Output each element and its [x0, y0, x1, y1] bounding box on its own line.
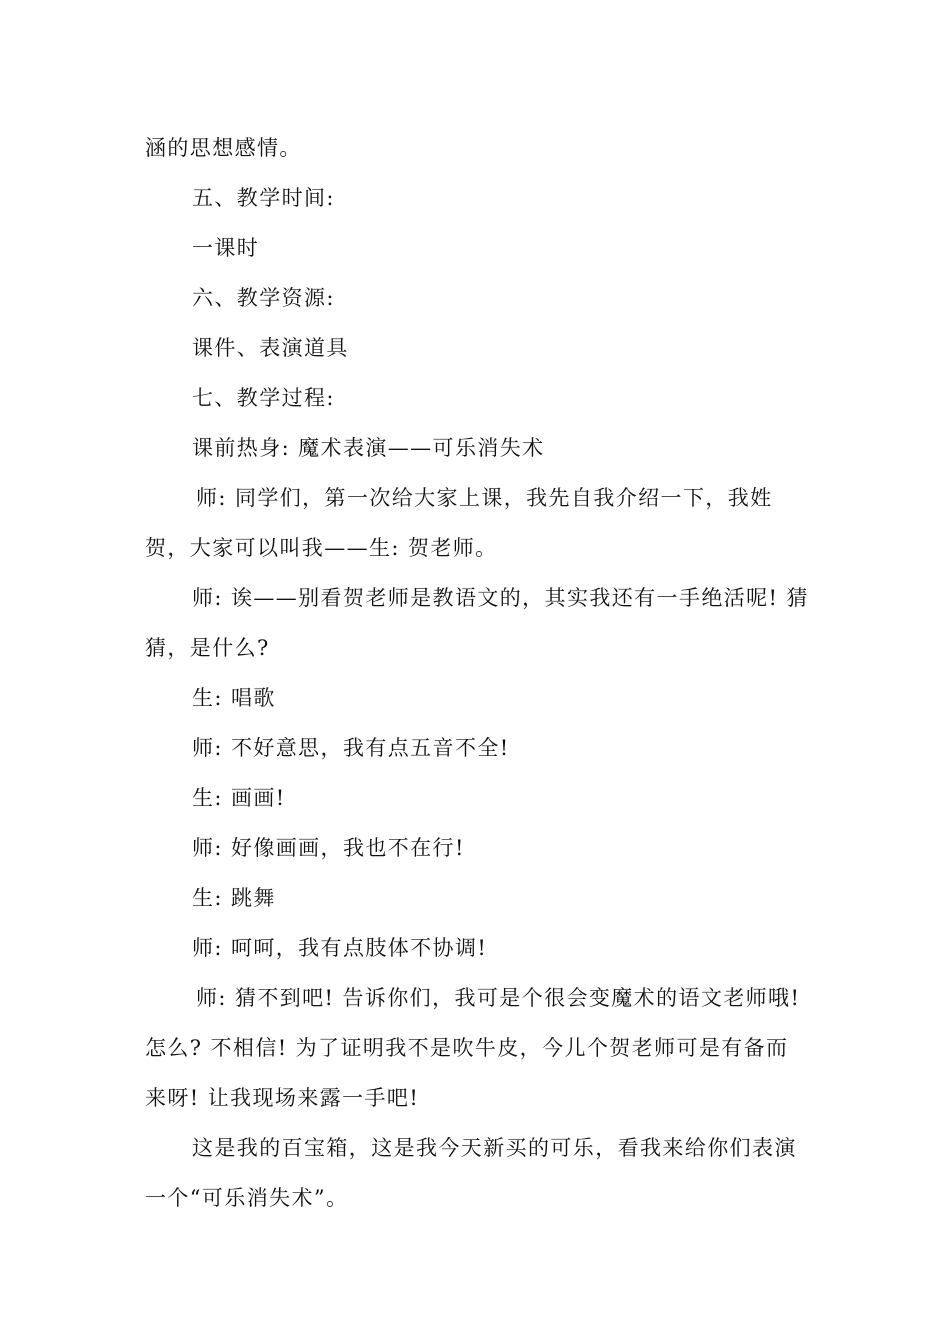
paragraph-continuation: 涵的思想感情。 — [145, 136, 302, 160]
paragraph-warmup: 课前热身: 魔术表演——可乐消失术 — [192, 436, 545, 460]
paragraph-section-six: 六、教学资源: — [192, 286, 335, 310]
paragraph-resources: 课件、表演道具 — [192, 336, 349, 360]
paragraph-dialogue-1: 师: 同学们，第一次给大家上课，我先自我介绍一下，我姓贺，大家可以叫我——生: 贺老师。 — [145, 486, 773, 560]
paragraph-dialogue-4: 师: 不好意思，我有点五音不全! — [192, 736, 510, 760]
paragraph-dialogue-2: 师: 诶——别看贺老师是教语文的，其实我还有一手绝活呢! 猜猜，是什么? — [145, 586, 809, 660]
paragraph-dialogue-6: 师: 好像画画，我也不在行! — [192, 836, 465, 860]
paragraph-dialogue-5: 生: 画画! — [192, 786, 286, 810]
paragraph-dialogue-9: 师: 猜不到吧! 告诉你们，我可是个很会变魔术的语文老师哦! 怎么? 不相信! 为了证明我不是吹牛皮，今儿个贺老师可是有备而来呀! 让我现场来露一手吧! — [145, 986, 801, 1110]
paragraph-section-seven: 七、教学过程: — [192, 386, 335, 410]
paragraph-dialogue-3: 生: 唱歌 — [192, 686, 276, 710]
paragraph-lesson-duration: 一课时 — [192, 236, 260, 260]
paragraph-dialogue-8: 师: 呵呵，我有点肢体不协调! — [192, 936, 488, 960]
paragraph-dialogue-10: 这是我的百宝箱，这是我今天新买的可乐，看我来给你们表演一个“可乐消失术”。 — [145, 1136, 797, 1210]
document-body — [145, 123, 810, 1223]
paragraph-section-five: 五、教学时间: — [192, 186, 335, 210]
paragraph-dialogue-7: 生: 跳舞 — [192, 886, 276, 910]
